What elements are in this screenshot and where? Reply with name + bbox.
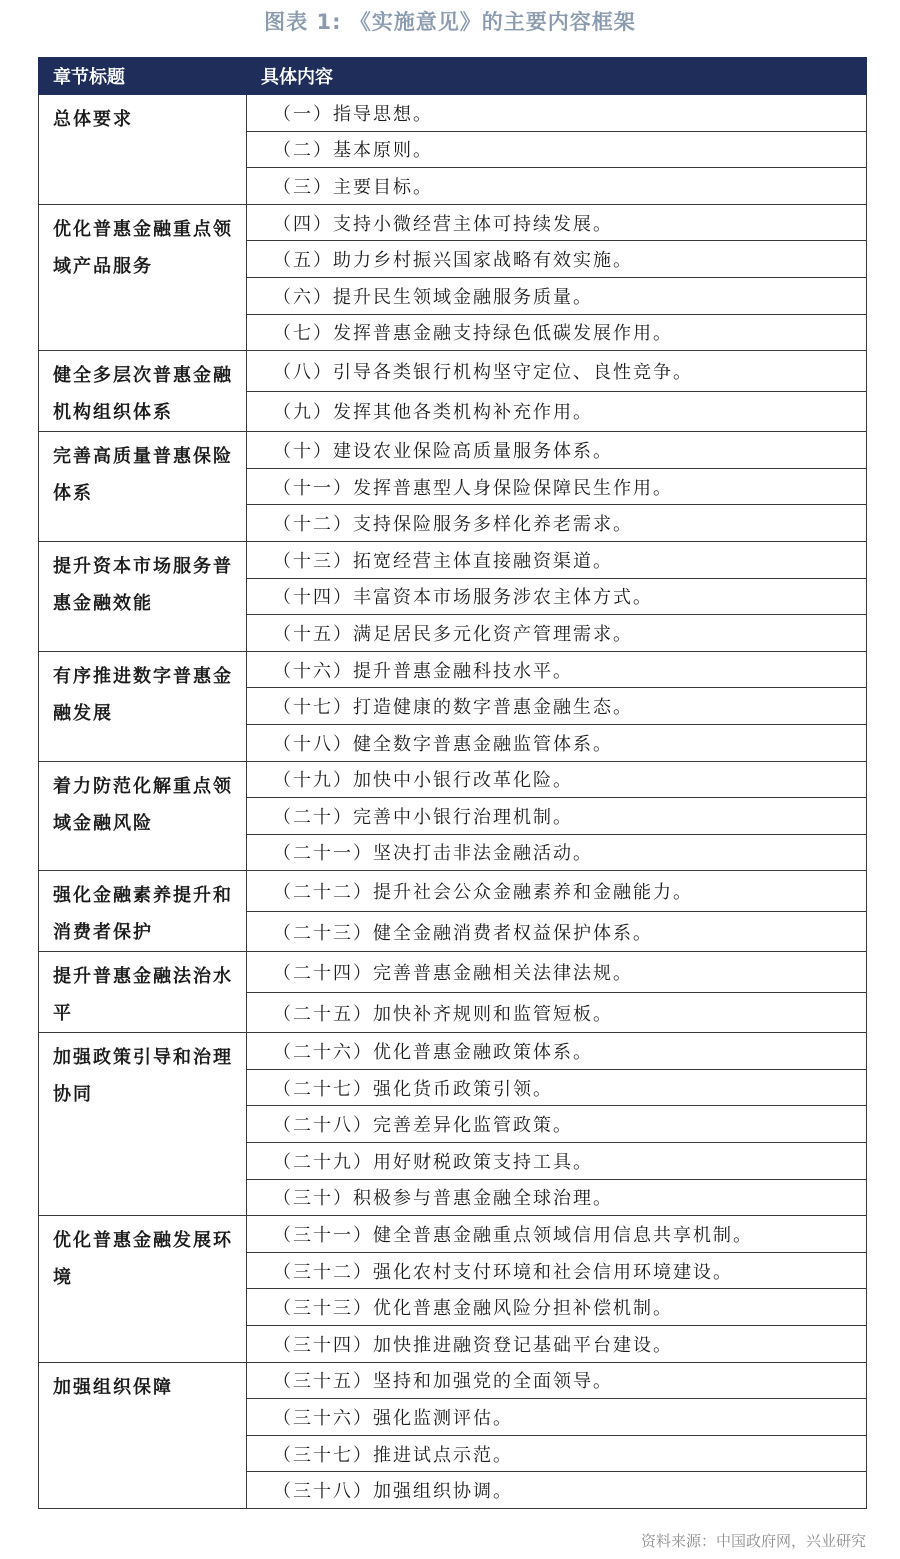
- table-row: [39, 1033, 867, 1070]
- chapter-cell: 完善高质量普惠保险体系: [39, 432, 247, 542]
- chapter-cell: 提升普惠金融法治水平: [39, 952, 247, 1033]
- table-row: [39, 95, 867, 132]
- content-cell: （七）发挥普惠金融支持绿色低碳发展作用。: [247, 314, 867, 351]
- chapter-cell: 着力防范化解重点领域金融风险: [39, 761, 247, 871]
- content-cell: （二十九）用好财税政策支持工具。: [247, 1143, 867, 1180]
- content-cell: （三）主要目标。: [247, 168, 867, 205]
- chapter-cell: 强化金融素养提升和消费者保护: [39, 871, 247, 952]
- content-cell: （三十六）强化监测评估。: [247, 1399, 867, 1436]
- content-cell: （十七）打造健康的数字普惠金融生态。: [247, 688, 867, 725]
- content-cell: （二十三）健全金融消费者权益保护体系。: [247, 911, 867, 952]
- table-row: [39, 541, 867, 578]
- chapter-cell: 总体要求: [39, 95, 247, 205]
- content-cell: （十）建设农业保险高质量服务体系。: [247, 432, 867, 469]
- chapter-cell: 优化普惠金融重点领域产品服务: [39, 204, 247, 350]
- chapter-cell: 加强组织保障: [39, 1362, 247, 1508]
- table-row: [39, 761, 867, 798]
- content-cell: （三十四）加快推进融资登记基础平台建设。: [247, 1326, 867, 1363]
- table-row: [39, 1216, 867, 1253]
- content-cell: （十四）丰富资本市场服务涉农主体方式。: [247, 578, 867, 615]
- content-cell: （二十五）加快补齐规则和监管短板。: [247, 992, 867, 1033]
- framework-table: [38, 57, 867, 1509]
- content-cell: （二十七）强化货币政策引领。: [247, 1069, 867, 1106]
- source-note: 资料来源：中国政府网，兴业研究: [640, 1532, 866, 1550]
- content-cell: （十六）提升普惠金融科技水平。: [247, 651, 867, 688]
- chapter-cell: 健全多层次普惠金融机构组织体系: [39, 351, 247, 432]
- content-cell: （二十四）完善普惠金融相关法律法规。: [247, 952, 867, 993]
- table-row: [39, 351, 867, 392]
- chapter-cell: 有序推进数字普惠金融发展: [39, 651, 247, 761]
- chapter-cell: 提升资本市场服务普惠金融效能: [39, 541, 247, 651]
- content-cell: （三十八）加强组织协调。: [247, 1472, 867, 1509]
- chapter-cell: 加强政策引导和治理协同: [39, 1033, 247, 1216]
- content-cell: （三十三）优化普惠金融风险分担补偿机制。: [247, 1289, 867, 1326]
- content-cell: （十五）满足居民多元化资产管理需求。: [247, 615, 867, 652]
- table-body: [39, 95, 867, 1509]
- chapter-cell: 优化普惠金融发展环境: [39, 1216, 247, 1362]
- table-header-row: [39, 58, 867, 95]
- content-cell: （二十六）优化普惠金融政策体系。: [247, 1033, 867, 1070]
- content-cell: （四）支持小微经营主体可持续发展。: [247, 204, 867, 241]
- header-chapter: 章节标题: [39, 58, 247, 95]
- content-cell: （十八）健全数字普惠金融监管体系。: [247, 724, 867, 761]
- content-cell: （二十）完善中小银行治理机制。: [247, 798, 867, 835]
- content-cell: （十九）加快中小银行改革化险。: [247, 761, 867, 798]
- table-row: [39, 432, 867, 469]
- content-cell: （二十一）坚决打击非法金融活动。: [247, 834, 867, 871]
- table-row: [39, 204, 867, 241]
- content-cell: （二十八）完善差异化监管政策。: [247, 1106, 867, 1143]
- content-cell: （三十七）推进试点示范。: [247, 1435, 867, 1472]
- content-cell: （二十二）提升社会公众金融素养和金融能力。: [247, 871, 867, 912]
- table-row: [39, 651, 867, 688]
- content-cell: （一）指导思想。: [247, 95, 867, 132]
- content-cell: （八）引导各类银行机构坚守定位、良性竞争。: [247, 351, 867, 392]
- content-cell: （六）提升民生领域金融服务质量。: [247, 277, 867, 314]
- content-cell: （二）基本原则。: [247, 131, 867, 168]
- table-row: [39, 1362, 867, 1399]
- content-cell: （十三）拓宽经营主体直接融资渠道。: [247, 541, 867, 578]
- content-cell: （三十一）健全普惠金融重点领域信用信息共享机制。: [247, 1216, 867, 1253]
- content-cell: （十一）发挥普惠型人身保险保障民生作用。: [247, 468, 867, 505]
- table-row: [39, 871, 867, 912]
- content-cell: （五）助力乡村振兴国家战略有效实施。: [247, 241, 867, 278]
- content-cell: （三十）积极参与普惠金融全球治理。: [247, 1179, 867, 1216]
- content-cell: （十二）支持保险服务多样化养老需求。: [247, 505, 867, 542]
- figure-title: 图表 1: 《实施意见》的主要内容框架: [264, 10, 636, 34]
- content-cell: （三十二）强化农村支付环境和社会信用环境建设。: [247, 1252, 867, 1289]
- table-row: [39, 952, 867, 993]
- content-cell: （三十五）坚持和加强党的全面领导。: [247, 1362, 867, 1399]
- content-cell: （九）发挥其他各类机构补充作用。: [247, 391, 867, 432]
- header-content: 具体内容: [247, 58, 867, 95]
